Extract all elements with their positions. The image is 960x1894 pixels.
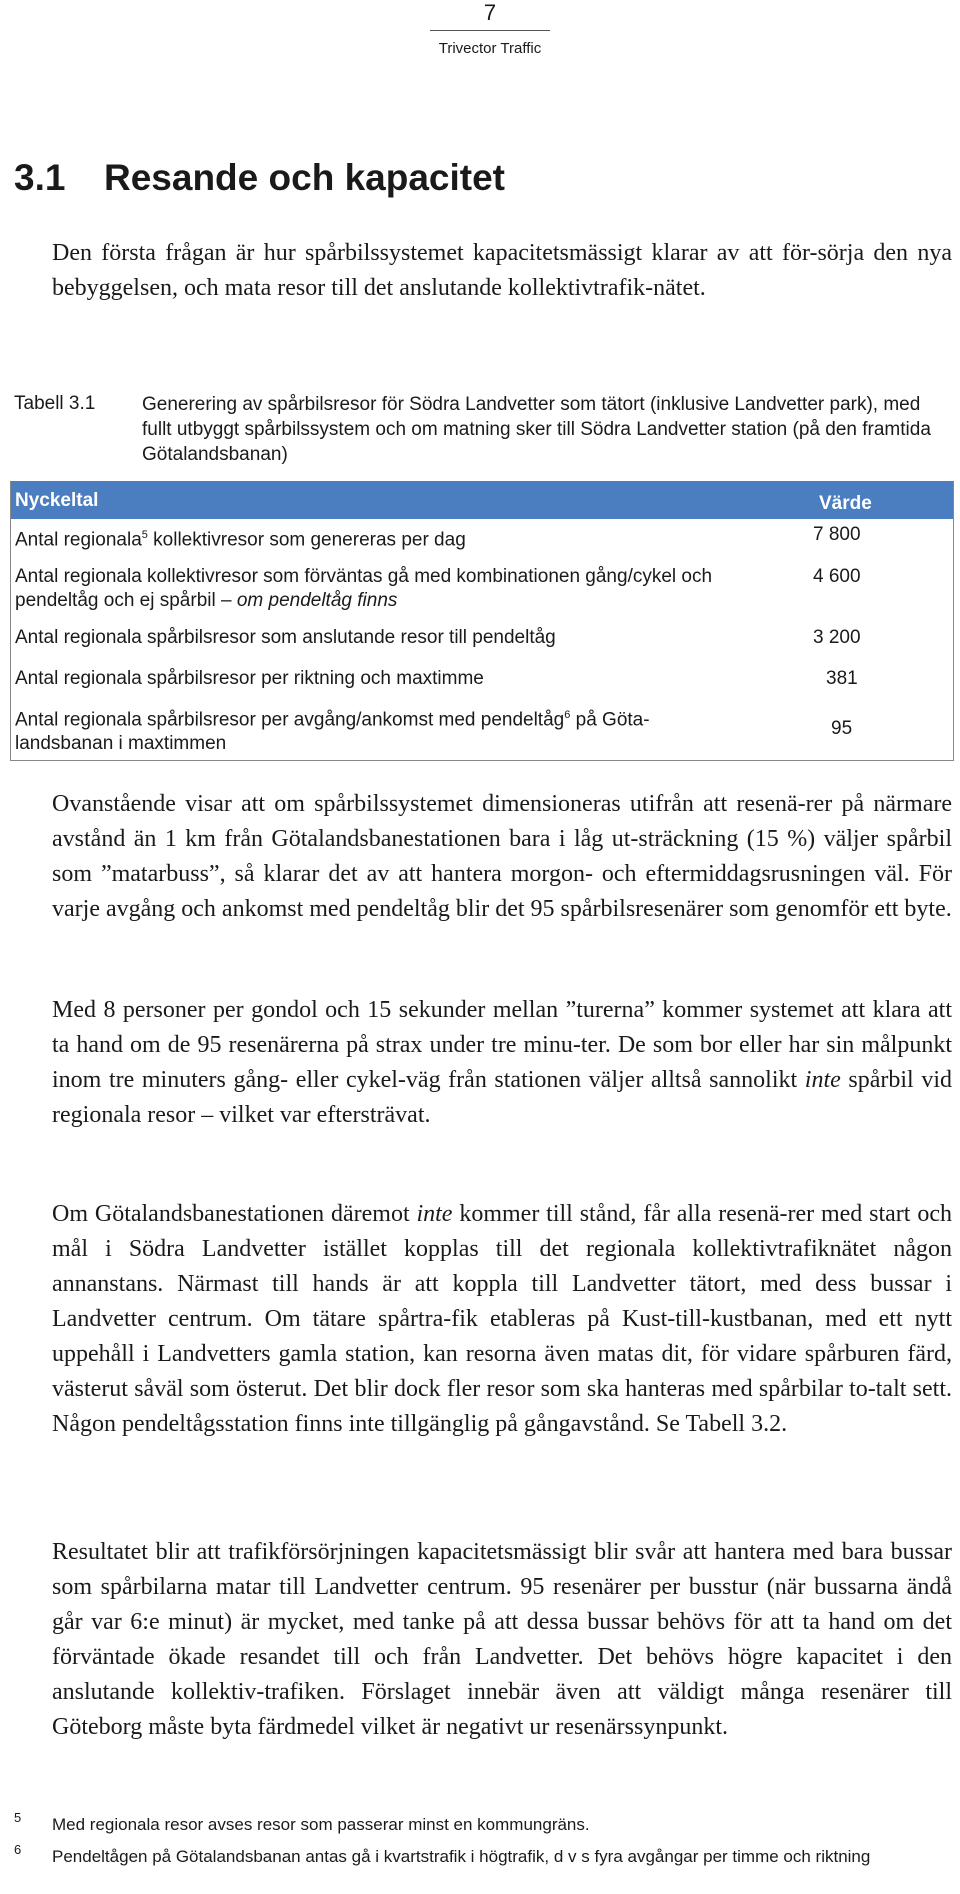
table-row-key: Antal regionala spårbilsresor per riktning och maxtimme [15,668,484,689]
paragraph-2: Med 8 personer per gondol och 15 sekunder mellan ”turerna” kommer systemet att klara att ta hand om de 95 resenärerna på strax under tre minu-ter. De som bor eller har sin målpunkt inom tre minuters gång- eller cykel-väg från stationen väljer alltså sannolikt inte spårbil vid regionala resor – vilket var eftersträvat. [52,997,953,1128]
table-row-key: Antal regionala spårbilsresor som anslutande resor till pendeltåg [15,627,556,648]
data-table [10,481,954,761]
paragraph-4: Resultatet blir att trafikförsörjningen kapacitetsmässigt blir svår att hantera med bara bussar som spårbilarna matar till Landvetter centrum. 95 resenärer per busstur (när bussarna ändå går var 6:e minut) är mycket, med tanke på att dessa bussar behövs för att ta hand om det förväntade ökade resandet till och från Landvetter. Det behövs högre kapacitet i den anslutande kollektiv-trafiken. Förslaget innebär även att väldigt många resenärer till Göteborg måste byta färdmedel vilket är negativt ur resenärssynpunkt. [52,1539,952,1740]
table-row-value: 7 800 [813,524,861,545]
paragraph-3: Om Götalandsbanestationen däremot inte kommer till stånd, får alla resenä-rer med start och mål i Södra Landvetter istället kopplas till det regionala kollektivtrafiknätet någon annanstans. Närmast till hands är att koppla till Landvetter tätort, med dess bussar i Landvetter centrum. Om tätare spårtra-fik etableras på Kust-till-kustbanan, med ett nytt uppehåll i Landvetters gamla station, kan resorna även matas dit, för vidare spårburen färd, västerut såväl som österut. Det blir dock fler resor som ska hanteras med spårbilar to-talt sett. Någon pendeltågsstation finns inte tillgänglig på gångavstånd. Se Tabell 3.2. [52,1201,952,1437]
section-title: Resande och kapacitet [104,157,505,198]
table-header [11,481,953,519]
table-caption-label: Tabell 3.1 [14,393,96,414]
header-rule [430,30,550,31]
table-header-value: Värde [819,493,872,514]
intro-paragraph: Den första frågan är hur spårbilssystemet kapacitetsmässigt klarar av att för-sörja den nya bebyggelsen, och mata resor till det anslutande kollektivtrafik-nätet. [52,240,952,301]
footnote-text: Med regionala resor avses resor som passerar minst en kommungräns. [52,1815,590,1834]
section-number: 3.1 [14,157,66,198]
table-row-value: 381 [826,668,858,689]
table-row-value: 4 600 [813,566,861,587]
table-row-value: 95 [831,718,853,739]
footnote-text: Pendeltågen på Götalandsbanan antas gå i kvartstrafik i högtrafik, d v s fyra avgångar per timme och riktning [52,1847,871,1866]
table-caption-text: Generering av spårbilsresor för Södra Landvetter som tätort (inklusive Landvetter park), med fullt utbyggt spårbilssystem och om matning sker till Södra Landvetter station (på den framtida Götalandsbanan) [142,394,931,465]
table-row-key: Antal regionala$^5$ kollektivresor som genereras per dag [15,529,466,551]
footnote-number: 6 [14,1842,22,1857]
section-heading [14,157,505,199]
paragraph-1: Ovanstående visar att om spårbilssystemet dimensioneras utifrån att resenä-rer på närmare avstånd än 1 km från Götalandsbanestationen bara i låg ut-sträckning (15 %) väljer spårbil som ”matarbuss”, så klarar det av att hantera morgon- och eftermiddagsrusningen väl. För varje avgång och ankomst med pendeltåg blir det 95 spårbilsresenärer som genomför ett byte. [52,791,952,922]
page-number: 7 [483,0,497,25]
footnote-number: 5 [14,1810,22,1825]
header-company: Trivector Traffic [438,40,542,57]
table-row-value: 3 200 [813,627,861,648]
table-header-key: Nyckeltal [15,490,99,511]
table-row-key: Antal regionala spårbilsresor per avgång/ankomst med pendeltåg$^6$ på Göta-landsbanan i maxtimmen [15,709,650,755]
table-row-key: Antal regionala kollektivresor som förväntas gå med kombinationen gång/cykel och pendeltåg och ej spårbil – om pendeltåg finns [15,566,713,611]
